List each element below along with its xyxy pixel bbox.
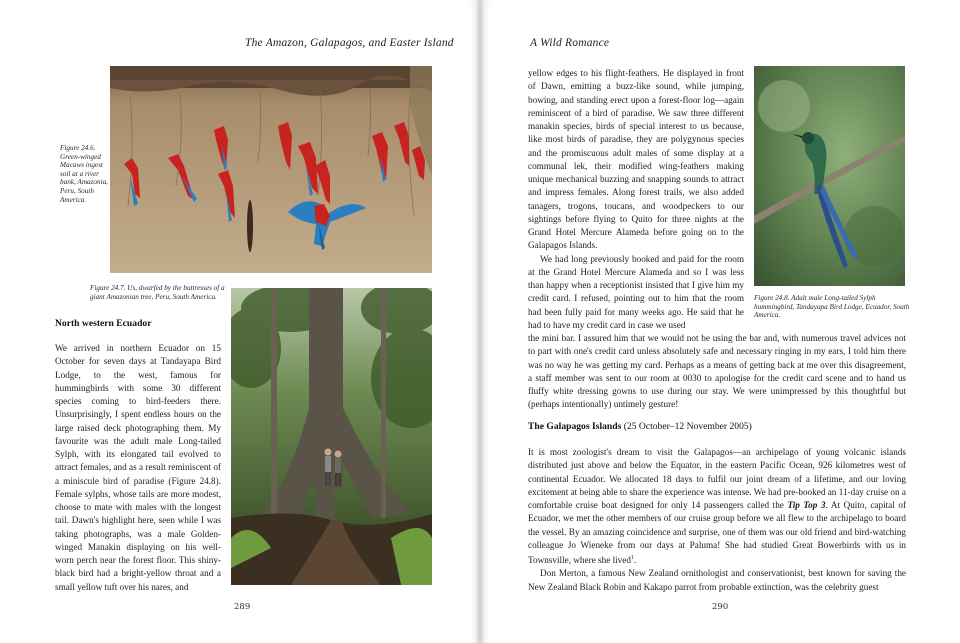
footnote-marker[interactable]: 1 — [630, 555, 634, 561]
left-page — [0, 0, 478, 643]
boat-name: Tip Top 3 — [787, 500, 826, 510]
figure-24-7-caption: Figure 24.7. Us, dwarfed by the buttresses of a giant Amazonian tree, Peru, South America. — [90, 284, 225, 301]
paragraph-3-period: . — [633, 555, 637, 566]
left-paragraph: We arrived in northern Ecuador on 15 October for seven days at Tandayapa Bird Lodge, to the west, famous for hummingbirds with some 30 different species coming to bird-feeders there. Unsurprisingly, I spent endless hours on the large raised deck photographing them. My favourite was the adult male Long-tailed Sylph, with its elongated tail evolved to attract females, and as a result reminiscent of a miniscule bird of paradise (Figure 24.8). Female sylphs, whose tails are more modest, choose to mate with males with the longest tail. Dawn's highlight here, seen while I was taking photographs, was a male Golden-winged Manakin displaying on his well-worn perch near the forest floor. This shiny-black bird had a bright-yellow throat and a small yellow tuft over his nares, and — [55, 343, 221, 592]
right-page — [482, 0, 960, 643]
page-number-left: 289 — [234, 602, 251, 612]
right-paragraph-2-end: the mini bar. I assured him that we would not be using the bar and, with numerous travel advices not to part with one's credit card unless absolutely safe and necessary ringing in my ears, I told him there was no way he was getting my card. Perhaps as a means of getting back at me over this disagreement, a staff member was sent to our room at 0030 to apologise for the credit card scene and to hand us fluffy white dressing gowns to use during our stay. We were unimpressed by this thoughtful but (perhaps intentionally) untimely gesture! — [528, 333, 906, 410]
section-heading-galapagos — [528, 421, 752, 432]
long-tailed-sylph-photo — [754, 66, 905, 286]
giant-tree-photo — [231, 288, 432, 585]
galapagos-heading-dates: (25 October–12 November 2005) — [623, 421, 752, 432]
right-paragraph-4: Don Merton, a famous New Zealand ornithologist and conservationist, best known for saving the New Zealand Black Robin and Kakapo parrot from probable extinction, was the celebrity guest — [528, 568, 906, 592]
right-paragraph-1: yellow edges to his flight-feathers. He displayed in front of Dawn, emitting a buzz-like sound, while jumping, bowing, and standing erect upon a forest-floor log—again reminiscent of a bird of paradise. We saw three different manakin species, birds of special interest to us because, like most birds of paradise, they are polygynous species and the promiscuous adult males of some display at a communal lek, their modified wing-feathers making unique mechanical buzzing and snapping sounds to attract and impress females. Along forest trails, we also added tanagers, trogons, toucans, and woodpeckers to our sightings before flying to Quito for three nights at the Grand Hotel Mercure Alameda before going on to the Galapagos Islands. — [528, 68, 744, 251]
paragraph-3-end: . At Quito, capital of Ecuador, we met the other members of our cruise group before we all flew to the archipelago to board the vessel. By an amazing coincidence and surprise, one of them was our old friend and bird-watching colleague Jo Wieneke from our days at Paluma! She had studied Great Bowerbirds with us in Townsville, where she lived — [528, 500, 907, 566]
right-paragraph-2-start: We had long previously booked and paid for the room at the Grand Hotel Mercure Alameda and so I was less than happy when a receptionist insisted that I give him my credit card. I refused, pointing out to him that the room had been fully paid for many weeks ago. He said that he had to have my credit card in case we used — [528, 253, 744, 330]
right-wide-column-top — [528, 332, 906, 412]
figure-24-6-caption: Figure 24.6. Green-winged Macaws ingest soil at a river bank, Amazonia, Peru, South America. — [60, 144, 108, 204]
figure-24-8-caption: Figure 24.8. Adult male Long-tailed Sylph hummingbird, Tandayapa Bird Lodge, Ecuador, South America. — [754, 294, 910, 320]
right-paragraph-3 — [528, 446, 906, 567]
section-heading-north-western-ecuador: North western Ecuador — [55, 318, 152, 329]
running-head-right: A Wild Romance — [530, 37, 610, 49]
running-head-left: The Amazon, Galapagos, and Easter Island — [245, 37, 454, 49]
left-body-text — [55, 342, 221, 594]
right-wide-column-bottom — [528, 446, 906, 594]
page-number-right: 290 — [712, 602, 729, 612]
paragraph-3-start: It is most zoologist's dream to visit the Galapagos—an archipelago of young volcanic islands distributed just above and below the Equator, in the eastern Pacific Ocean, 926 kilometres west of continental Ecuador. We allocated 18 days to fulfil our joint dream of a lifetime, and our loving excitement at being able to share the experience was intense. We had pre-booked an 11-day cruise on a comfortable cruise boat designed for only 14 passengers called the — [528, 447, 906, 510]
macaw-clay-lick-photo — [110, 66, 432, 273]
right-narrow-column — [528, 67, 744, 332]
galapagos-heading-title: The Galapagos Islands — [528, 421, 622, 432]
